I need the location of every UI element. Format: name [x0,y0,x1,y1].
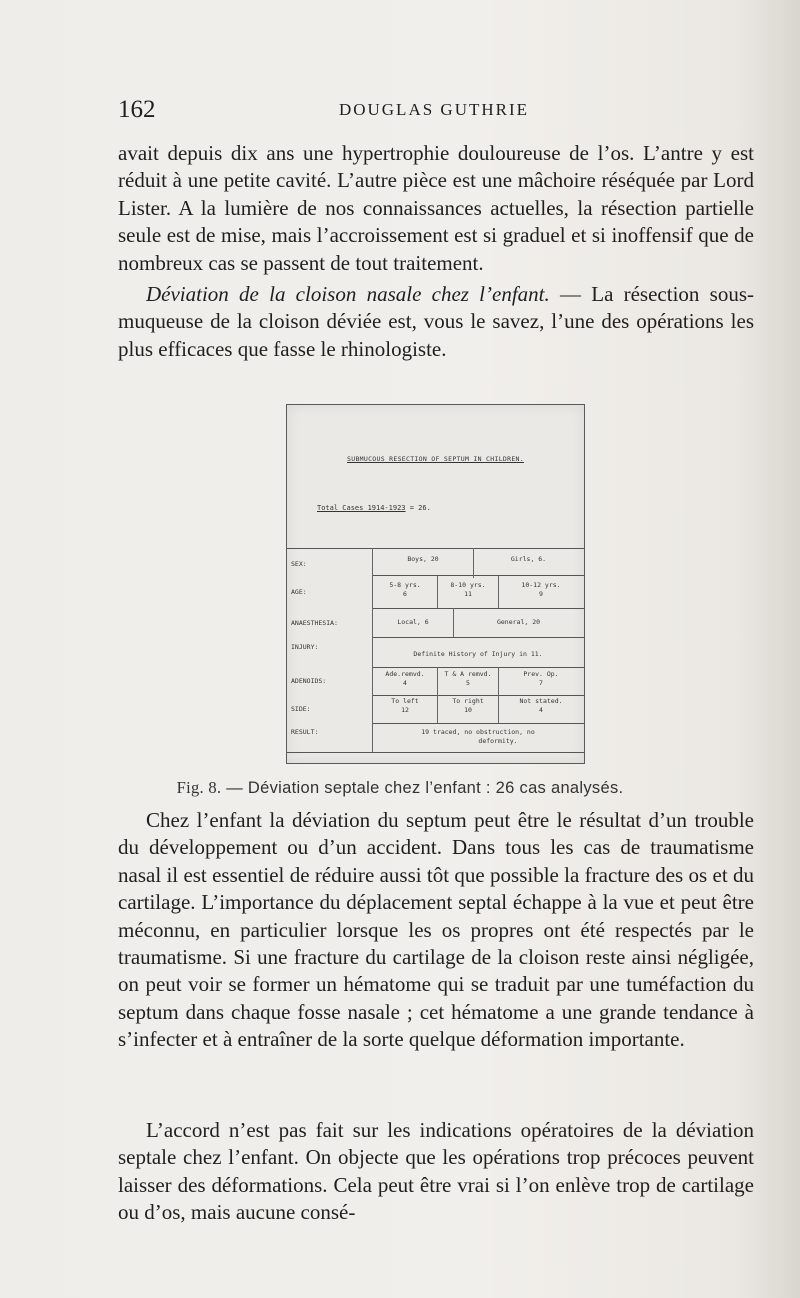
row-label-adenoids: ADENOIDS: [291,677,327,685]
row-label-result: RESULT: [291,728,319,736]
row-label-age: AGE: [291,588,307,596]
figure-number: Fig. 8. [176,778,222,797]
row-label-side: SIDE: [291,705,311,713]
page-number: 162 [118,96,156,123]
running-head: DOUGLAS GUTHRIE [338,100,530,119]
section-title: Déviation de la cloison nasale chez l’enfant. [146,282,550,306]
table-rule [372,695,584,696]
row-label-sex: SEX: [291,560,307,568]
cell: 4 [403,679,407,687]
table-rule [372,667,584,668]
row-label-anaesthesia: ANAESTHESIA: [291,619,338,627]
figure-caption [0,778,800,798]
cell: To left [391,697,419,705]
cell: Ade.remvd. [385,670,425,678]
figure-table-photo [286,404,585,764]
paragraph [118,1117,754,1227]
table-rule [372,575,584,576]
cell: Boys, 20 [407,555,439,563]
paragraph-text: L’accord n’est pas fait sur les indications opératoires de la déviation septale chez l’enfant. On objecte que les opérations trop précoces peuvent laisser des déformations. Cela peut être vrai si l’on enlève trop de cartilage ou d’os, mais aucune consé- [118,1118,754,1225]
cell: Definite History of Injury in 11. [413,650,543,658]
cell: T & A remvd. [444,670,492,678]
page-header [118,96,750,126]
total-value: = 26. [409,504,431,512]
cell: Not stated. [519,697,563,705]
paragraph-text: Chez l’enfant la déviation du septum peut être le résultat d’un trouble du développement ou d’un accident. Dans tous les cas de traumatisme nasal il est essentiel de réduire aussi tôt que possible la fracture des os et du cartilage. L’importance du déplacement septal échappe à la vue et peut être méconnu, en particulier lorsque les os propres ont été respectés par le traumatisme. Si une fracture du cartilage de la cloison reste ainsi négligée, on peut voir se former un hématome qui se traduit par une tuméfaction du septum dans chaque fosse nasale ; cet hématome a une grande tendance à s’infecter et à entraîner de la sorte quelque déformation importante. [118,808,754,1052]
cell: 8-10 yrs. [450,581,486,589]
cell: 5-8 yrs. [389,581,421,589]
cell: 12 [401,706,409,714]
total-label: Total Cases 1914-1923 [317,504,406,512]
cell: deformity. [478,737,518,745]
table-rule [372,637,584,638]
paragraph: avait depuis dix ans une hypertrophie douloureuse de l’os. L’antre y est réduit à une petite cavité. L’autre pièce est une mâchoire réséquée par Lord Lister. A la lumière de nos connaissances actuelles, la résection partielle seule est de mise, mais l’accroissement est si graduel et si inoffensif que de nombreux cas se passent de tout traitement. [118,141,754,275]
cell: Prev. Op. [523,670,559,678]
figure-title: SUBMUCOUS RESECTION OF SEPTUM IN CHILDREN. [347,455,524,463]
cell: To right [452,697,484,705]
cell: 9 [539,590,543,598]
figure-total [317,504,431,512]
table-rule [372,723,584,724]
cell: 10 [464,706,472,714]
cell: 7 [539,679,543,687]
paragraph-deviation [118,281,754,363]
paragraph [118,807,754,1054]
cell: 6 [403,590,407,598]
table-rule [372,608,584,609]
cell: Girls, 6. [510,555,547,563]
cell: 11 [464,590,472,598]
cell: 4 [539,706,543,714]
caption-text: — Déviation septale chez l’enfant : 26 cas analysés. [221,779,624,797]
cell: Local, 6 [397,618,429,626]
paragraph-body: — La résection sous-muqueuse de la cloison déviée est, vous le savez, l’une des opérations les plus efficaces que fasse le rhinologiste. [118,282,754,361]
table-rule [287,752,584,753]
row-label-injury: INJURY: [291,643,319,651]
table-rule [287,548,584,549]
cell: 10-12 yrs. [521,581,561,589]
cell: 19 traced, no obstruction, no [421,728,535,736]
cell: General, 20 [496,618,541,626]
cell: 5 [466,679,470,687]
